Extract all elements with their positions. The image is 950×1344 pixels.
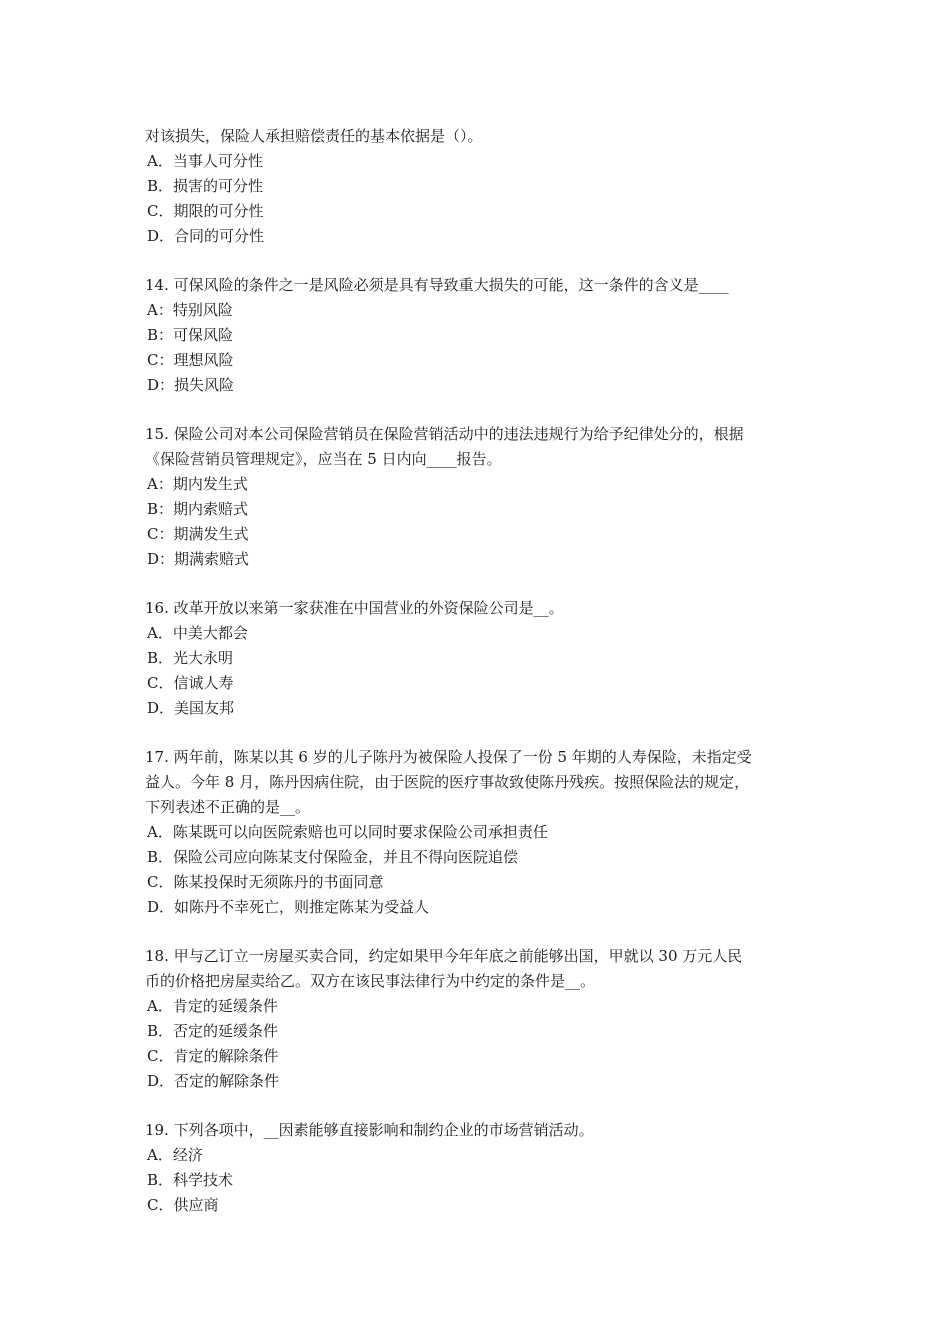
option-d: D：期满索赔式 — [147, 550, 250, 568]
option-d: D．美国友邦 — [147, 699, 235, 717]
option-a: A．当事人可分性 — [147, 152, 263, 170]
question-14 — [145, 273, 817, 398]
option-b: B．科学技术 — [147, 1171, 234, 1189]
question-stem-line: 14. 可保风险的条件之一是风险必须是具有导致重大损失的可能，这一条件的含义是____ — [145, 276, 729, 294]
question-stem-line: 下列表述不正确的是__。 — [145, 798, 311, 816]
question-stem-line: 《保险营销员管理规定》，应当在 5 日内向____报告。 — [145, 450, 502, 468]
question-stem-line: 对该损失，保险人承担赔偿责任的基本依据是（）。 — [145, 127, 483, 145]
option-a: A．陈某既可以向医院索赔也可以同时要求保险公司承担责任 — [147, 823, 548, 841]
option-d: D．如陈丹不幸死亡，则推定陈某为受益人 — [147, 898, 430, 916]
option-c: C．供应商 — [147, 1196, 219, 1214]
option-c: C．肯定的解除条件 — [147, 1047, 279, 1065]
option-c: C．期限的可分性 — [147, 202, 264, 220]
option-a: A：特别风险 — [147, 301, 233, 319]
option-c: C．陈某投保时无须陈丹的书面同意 — [147, 873, 384, 891]
option-b: B．损害的可分性 — [147, 177, 264, 195]
option-d: D：损失风险 — [147, 376, 235, 394]
document-page — [145, 124, 817, 1242]
question-13-continued — [145, 124, 817, 249]
option-b: B．否定的延缓条件 — [147, 1022, 279, 1040]
option-a: A：期内发生式 — [147, 475, 248, 493]
option-d: D．合同的可分性 — [147, 227, 265, 245]
question-stem-line: 18. 甲与乙订立一房屋买卖合同，约定如果甲今年年底之前能够出国，甲就以 30 万元人民 — [145, 947, 743, 965]
option-a: A．肯定的延缓条件 — [147, 997, 278, 1015]
option-b: B．保险公司应向陈某支付保险金，并且不得向医院追偿 — [147, 848, 519, 866]
question-stem-line: 15. 保险公司对本公司保险营销员在保险营销活动中的违法违规行为给予纪律处分的，根据 — [145, 425, 744, 443]
option-b: B：期内索赔式 — [147, 500, 249, 518]
question-19 — [145, 1118, 817, 1218]
option-a: A．经济 — [147, 1146, 203, 1164]
question-15 — [145, 422, 817, 572]
option-b: B：可保风险 — [147, 326, 234, 344]
option-d: D．否定的解除条件 — [147, 1072, 280, 1090]
option-c: C：理想风险 — [147, 351, 234, 369]
question-16 — [145, 596, 817, 721]
question-stem-line: 19. 下列各项中，__因素能够直接影响和制约企业的市场营销活动。 — [145, 1121, 594, 1139]
option-c: C．信诚人寿 — [147, 674, 234, 692]
option-c: C：期满发生式 — [147, 525, 249, 543]
question-stem-line: 益人。今年 8 月，陈丹因病住院，由于医院的医疗事故致使陈丹残疾。按照保险法的规定， — [145, 773, 750, 791]
option-b: B．光大永明 — [147, 649, 234, 667]
option-a: A．中美大都会 — [147, 624, 248, 642]
question-17 — [145, 745, 817, 920]
question-stem-line: 17. 两年前，陈某以其 6 岁的儿子陈丹为被保险人投保了一份 5 年期的人寿保险，未指定受 — [145, 748, 752, 766]
question-stem-line: 16. 改革开放以来第一家获准在中国营业的外资保险公司是__。 — [145, 599, 564, 617]
question-18 — [145, 944, 817, 1094]
question-stem-line: 币的价格把房屋卖给乙。双方在该民事法律行为中约定的条件是__。 — [145, 972, 596, 990]
